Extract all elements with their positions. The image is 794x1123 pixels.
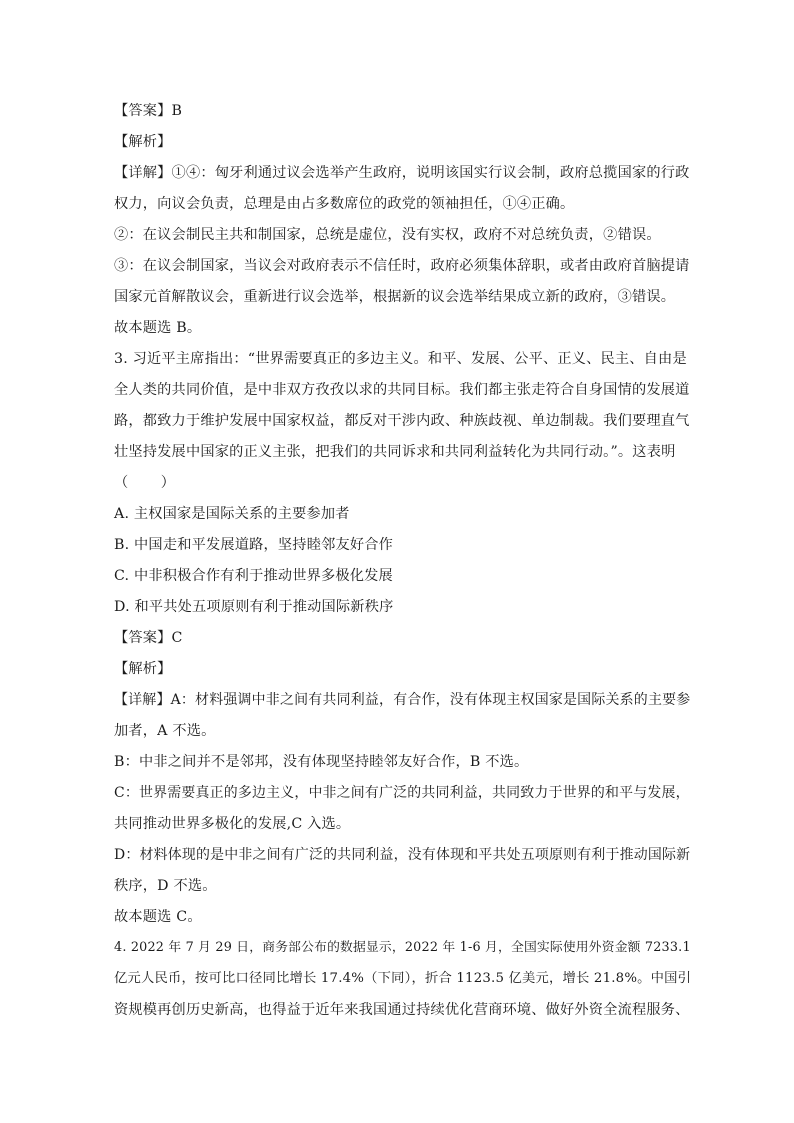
answer-blank: （ ） <box>114 475 189 491</box>
explanation-line: 共同推动世界多极化的发展,C 入选。 <box>114 816 351 832</box>
answer-label-q2: 【答案】B <box>114 103 183 119</box>
explanation-line: 【详解】①④：匈牙利通过议会选举产生政府，说明该国实行议会制，政府总揽国家的行政 <box>114 165 690 181</box>
question-3-stem: 壮坚持发展中国家的正义主张，把我们的共同诉求和共同利益转化为共同行动。”。这表明 <box>114 444 676 460</box>
question-4-stem: 资规模再创历史新高，也得益于近年来我国通过持续优化营商环境、做好外资全流程服务、 <box>114 1002 690 1018</box>
answer-label-q3: 【答案】C <box>114 630 183 646</box>
explanation-line: ②：在议会制民主共和制国家，总统是虚位，没有实权，政府不对总统负责，②错误。 <box>114 227 661 243</box>
analysis-label-q3: 【解析】 <box>114 661 172 677</box>
question-4-stem: 亿元人民币，按可比口径同比增长 17.4%（下同），折合 1123.5 亿美元，增长 21.8%。中国引 <box>114 971 692 986</box>
option-a: A. 主权国家是国际关系的主要参加者 <box>114 506 350 522</box>
explanation-line: 加者，A 不选。 <box>114 723 216 739</box>
conclusion-line: 故本题选 B。 <box>114 320 202 336</box>
explanation-line: 【详解】A：材料强调中非之间有共同利益，有合作，没有体现主权国家是国际关系的主要参 <box>114 692 691 708</box>
question-3-stem: 路，都致力于维护发展中国家权益，都反对干涉内政、种族歧视、单边制裁。我们要理直气 <box>114 413 690 429</box>
question-4-stem: 4. 2022 年 7 月 29 日，商务部公布的数据显示，2022 年 1-6 月，全国实际使用外资金额 7233.1 <box>114 940 691 955</box>
explanation-line: 秩序，D 不选。 <box>114 878 217 894</box>
explanation-line: C：世界需要真正的多边主义，中非之间有广泛的共同利益，共同致力于世界的和平与发展， <box>114 785 690 801</box>
explanation-line: B：中非之间并不是邻邦，没有体现坚持睦邻友好合作，B 不选。 <box>114 754 529 770</box>
explanation-line: 国家元首解散议会，重新进行议会选举，根据新的议会选举结果成立新的政府，③错误。 <box>114 289 676 305</box>
option-b: B. 中国走和平发展道路，坚持睦邻友好合作 <box>114 537 394 553</box>
option-c: C. 中非积极合作有利于推动世界多极化发展 <box>114 568 393 584</box>
explanation-line: ③：在议会制国家，当议会对政府表示不信任时，政府必须集体辞职，或者由政府首脑提请 <box>114 258 690 274</box>
explanation-line: D：材料体现的是中非之间有广泛的共同利益，没有体现和平共处五项原则有利于推动国际新 <box>114 847 691 863</box>
option-d: D. 和平共处五项原则有利于推动国际新秩序 <box>114 599 394 615</box>
conclusion-line: 故本题选 C。 <box>114 909 202 925</box>
explanation-line: 权力，向议会负责，总理是由占多数席位的政党的领袖担任，①④正确。 <box>114 196 575 212</box>
question-3-stem: 全人类的共同价值，是中非双方孜孜以求的共同目标。我们都主张走符合自身国情的发展道 <box>114 382 690 398</box>
question-3-stem: 3. 习近平主席指出：“世界需要真正的多边主义。和平、发展、公平、正义、民主、自由是 <box>114 351 687 367</box>
analysis-label-q2: 【解析】 <box>114 134 172 150</box>
